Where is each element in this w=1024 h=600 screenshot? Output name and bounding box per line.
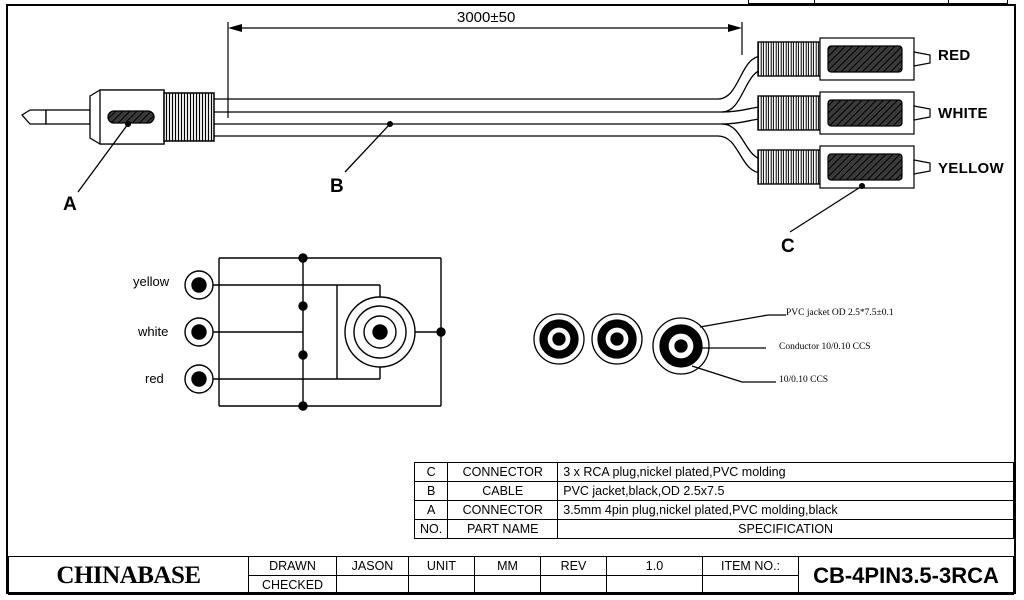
title-block-spacer-4 [607, 576, 703, 595]
spec-no-b: B [415, 482, 448, 501]
spec-part-b: CABLE [448, 482, 558, 501]
spec-no-a: A [415, 501, 448, 520]
spec-part-c: CONNECTOR [448, 463, 558, 482]
spec-header-part: PART NAME [448, 520, 558, 539]
checked-label: CHECKED [249, 576, 337, 595]
rev-label: REV [541, 557, 607, 576]
table-header-row [415, 520, 1014, 539]
schematic-label-red: red [145, 371, 164, 386]
spec-part-a: CONNECTOR [448, 501, 558, 520]
note-pvc-jacket: PVC jacket OD 2.5*7.5±0.1 [786, 308, 894, 318]
note-conductor: Conductor 10/0.10 CCS [779, 342, 871, 352]
top-right-box-divider-1 [814, 0, 815, 4]
callout-c: C [781, 236, 795, 257]
title-block [8, 556, 1014, 595]
item-no-value: CB-4PIN3.5-3RCA [799, 557, 1014, 595]
spec-no-c: C [415, 463, 448, 482]
title-block-spacer-1 [409, 576, 475, 595]
connector-label-red: RED [938, 47, 971, 64]
spec-desc-b: PVC jacket,black,OD 2.5x7.5 [558, 482, 1014, 501]
spec-desc-a: 3.5mm 4pin plug,nickel plated,PVC molding,black [558, 501, 1014, 520]
connector-label-white: WHITE [938, 105, 988, 122]
title-block-spacer-2 [475, 576, 541, 595]
connector-label-yellow: YELLOW [938, 160, 1004, 177]
callout-b: B [330, 176, 344, 197]
spec-desc-c: 3 x RCA plug,nickel plated,PVC molding [558, 463, 1014, 482]
title-block-spacer-5 [703, 576, 799, 595]
schematic-label-white: white [138, 324, 169, 339]
table-row [415, 482, 1014, 501]
specification-table [414, 462, 1014, 539]
schematic-label-yellow: yellow [133, 274, 170, 289]
top-right-box-divider-2 [948, 0, 949, 4]
table-row [415, 463, 1014, 482]
dimension-label: 3000±50 [457, 9, 516, 26]
note-ccs: 10/0.10 CCS [779, 375, 829, 385]
item-no-label: ITEM NO.: [703, 557, 799, 576]
spec-header-specification: SPECIFICATION [558, 520, 1014, 539]
drawn-value: JASON [337, 557, 409, 576]
title-block-spacer-3 [541, 576, 607, 595]
table-row [415, 501, 1014, 520]
company-name: CHINABASE [9, 557, 249, 595]
title-block-row-1 [9, 557, 1014, 576]
top-right-box-outer [748, 0, 1008, 4]
rev-value: 1.0 [607, 557, 703, 576]
drawn-label: DRAWN [249, 557, 337, 576]
spec-header-no: NO. [415, 520, 448, 539]
checked-value [337, 576, 409, 595]
callout-a: A [63, 194, 77, 215]
unit-value: MM [475, 557, 541, 576]
unit-label: UNIT [409, 557, 475, 576]
